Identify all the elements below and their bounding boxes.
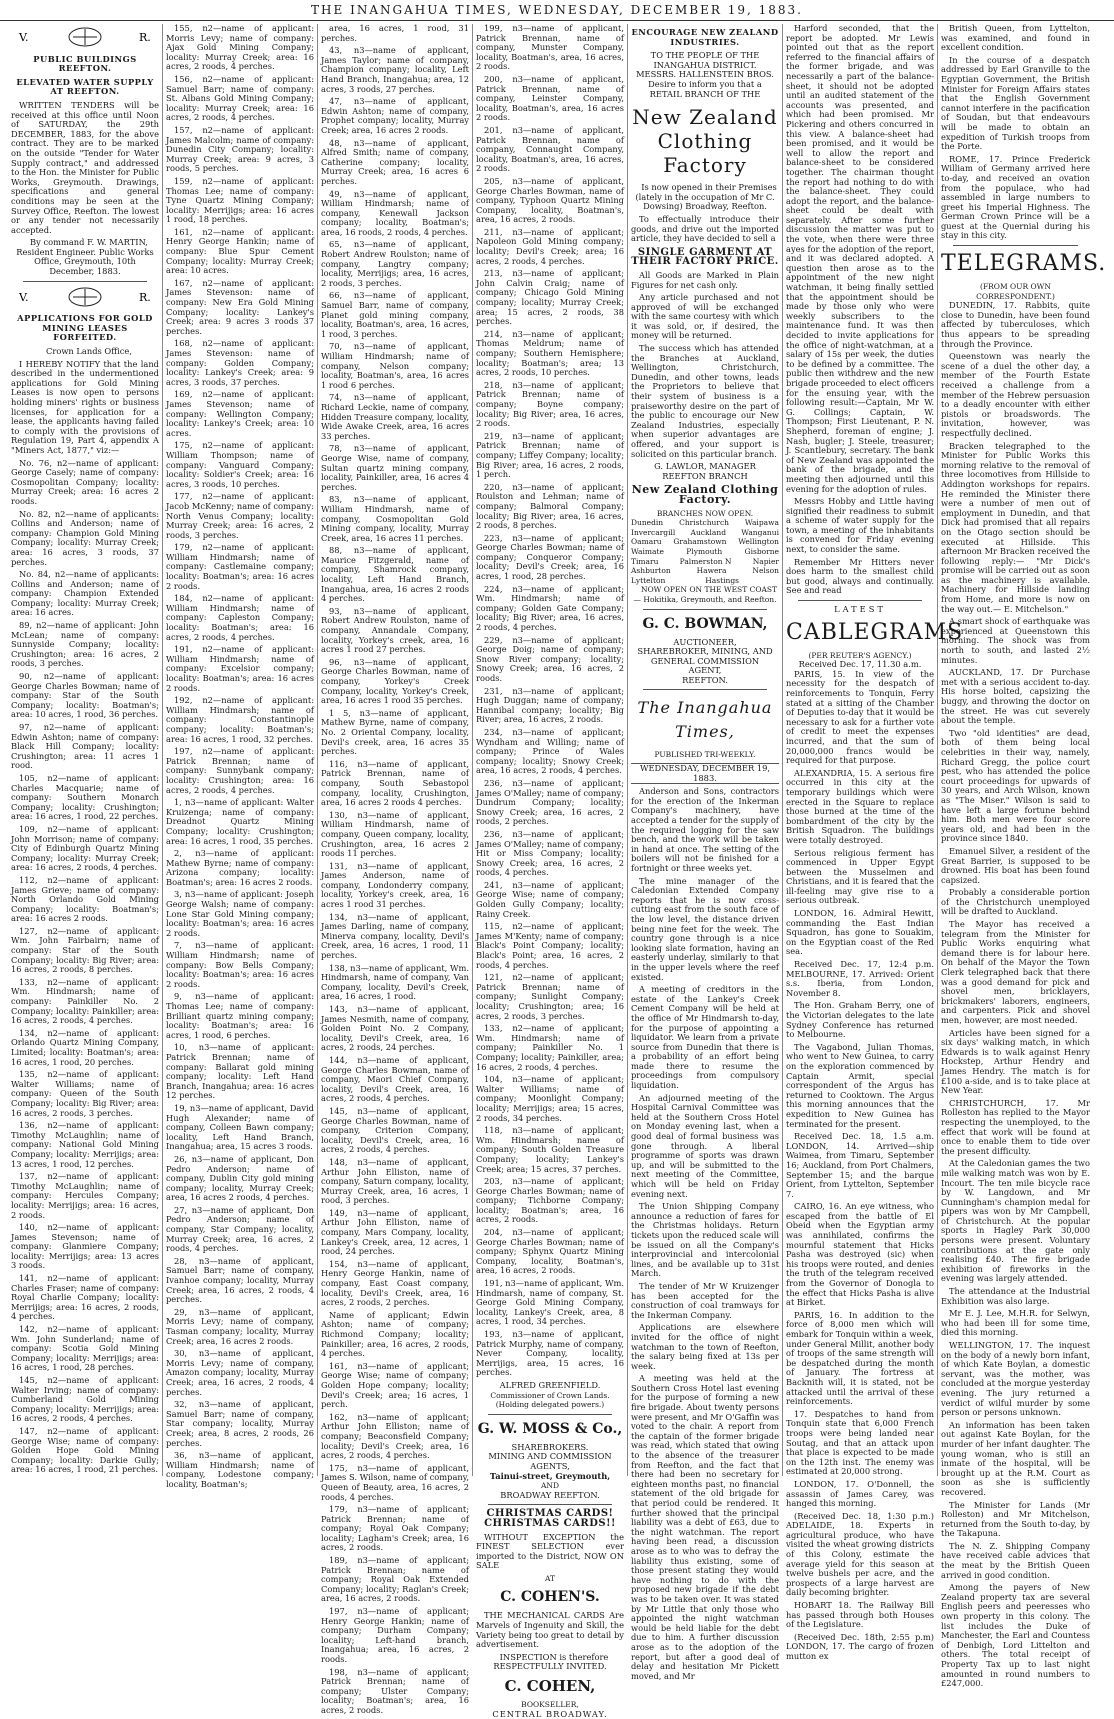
bowman-name: G. C. BOWMAN, xyxy=(642,615,768,632)
cable-item: LONDON, 16. Admiral Hewitt, commanding the East Indian Squadron, has gone to Souakim, on the Egyptian coast of the Red sea. xyxy=(786,908,934,957)
list-item: 3, n3—name of applicant: Joseph George Walsh; name of company: Lone Star Gold Mining company; locality: Boatman's; area: 16 acres 2 roods. xyxy=(166,889,314,938)
telegram-item: The Mayor has received a telegram from the Minister for Public Works enquiring what demand there is for labour here. On behalf of the Mayor the Town Clerk telegraphed back that there was a good demand for pick and shovel men, bricklayers, brickmakers' laborers, engineers, and carpenters. Pick and shovel men, however, are most needed. xyxy=(941,919,1090,1025)
list-item: 66, n3—name of applicant, Samuel Barr, name of company, Planet gold mining company, locality, Boatman's, area, 16 acres, 1 rood, 3 perches. xyxy=(321,290,469,339)
list-item: 83, n3—name of applicant, William Hindmarsh, name of company, Cosmopolitan Gold Mining company, locality, Murray Creek, area, 16 acres 11 perches. xyxy=(321,494,469,543)
paper-subtitle: PUBLISHED TRI-WEEKLY. xyxy=(654,750,756,760)
moss-line-1: SHAREBROKERS. xyxy=(511,1441,589,1452)
nz-signature: G. LAWLOR, MANAGER REEFTON BRANCH xyxy=(654,461,756,481)
cable-item: The Hon. Graham Berry, one of the Victorian delegates to the late Sydney Conference has returned to Melbourne. xyxy=(786,1000,934,1040)
telegram-item: The N. Z. Shipping Company have received cable advices that the meat by the British Queen arrived in good condition. xyxy=(941,1540,1090,1580)
branch-name: Plymouth xyxy=(686,546,723,556)
news-paragraph: An adjourned meeting of the Hospital Carnival Committee was held at the Southern Cross Hotel on Monday evening last, when a good deal of formal business was gone through. A liberal programme of sports was drawn up, and will be submitted to the next meeting of the Committee, which will be held on Friday evening next. xyxy=(631,1092,779,1199)
list-item: 2, n3—name of applicant: Mathew Byrne; name of company: Arizona company; locality: Boatman's; area: 16 acres 2 roods. xyxy=(166,848,314,887)
pwd-subtitle: ELEVATED WATER SUPPLY AT REEFTON. xyxy=(16,76,154,97)
col1-list xyxy=(11,459,159,1475)
list-item: 193, n3—name of applicant, Patrick Murphy, name of company, Never Company, locality, Merrijigs, area, 15 acres, 16 perches. xyxy=(476,1329,624,1378)
list-item: 131, n3—name of applicant, James Anderson, name of company, Londonderry company, locality, Yorkey's creek, area, 16 acres 1 rood 31 perches. xyxy=(321,860,469,910)
news-paragraph: Applications are elsewhere invited for the office of night watchman to the town of Reefton, the salary being fixed at 13s per week. xyxy=(631,1322,779,1371)
list-item: 154, n3—name of applicant, Henry George Hankin, name of company, East Coast company, locality, Devil's Creek, area, 16 acres, 2 roods, 2 perches. xyxy=(321,1258,469,1308)
list-item: 127, n2—name of applicant: Wm. John Fairbairn; name of company: Star of the South Company; locality: Big River; area: 16 acres, 2 roods, 8 perches. xyxy=(11,925,159,975)
nz-to: TO THE PEOPLE OF THE INANGAHUA DISTRICT. xyxy=(650,50,760,70)
list-item: 179, n3—name of applicant; Patrick Brennan; name of company; Royal Oak Company; locality; Lagham's Creek; area, 16 acres, 2 roods. xyxy=(321,1504,469,1553)
news-paragraph: Remember Mr Hitters never does harm to the smallest child but good, always and continually. See and read xyxy=(786,556,934,596)
telegram-item: Bracken telegraphed to the Minister for Public Works this morning relative to the removal of three locomotives from Hillside to Addington workshops for repairs. He reminded the Minister there were a number of men out of employment in Dunedin, and that Dick had promised that all repairs on the Otago section should be executed at Hillside. This afternoon Mr Bracken received the following reply:— "Mr Dick's promise will be carried out as soon as the machinery is available. Machinery for Hillside landing from Home, and more is now on the way out.— E. Mitchelson." xyxy=(941,440,1090,614)
list-item: 168, n2—name of applicant: James Stevenson: name of company: Golden Company; locality: Lankey's Creek; area: 9 acres, 3 roods, 37 perches. xyxy=(166,338,314,387)
list-item: 161, n3—name of applicant; George Wise; name of company; Golden Hope company; locality; Devil's Creek; area; 16 acres, 1 perch. xyxy=(321,1360,469,1410)
cable-item: (Received Dec. 18th, 2:55 p.m) LONDON, 17. The cargo of frozen mutton ex xyxy=(786,1631,934,1661)
xmas-mech: THE MECHANICAL CARDS Are Marvels of Ingenuity and Skill, the Variety being too great to detail by advertisement. xyxy=(476,1610,624,1650)
newspaper-page xyxy=(8,23,1107,1719)
branch-name: Hastings xyxy=(705,575,740,585)
divider xyxy=(798,600,922,601)
list-item: 7, n3—name of applicant: William Hindmarsh; name of company: Bow Bells Company; locality: Boatman's; area: 16 acres 2 roods. xyxy=(166,940,314,989)
list-item: 135, n2—name of applicant: Walter Williams; name of company: Queen of the South Company; locality: Big River; area: 16 acres, 2 roods, 3 perches. xyxy=(11,1069,159,1118)
list-item: 162, n3—name of applicant; Arthur John Elliston; name of company; Beaconsfield Company; locality; Devil's Creek; area, 16 acres, 2 roods, 4 perches. xyxy=(321,1411,469,1461)
telegram-item: WELLINGTON, 17. The inquest on the body of a newly born infant, of which Kate Boylan, a domestic servant, was the mother, was concluded at the morgue yesterday evening. The jury returned a verdict of wilful murder by some person or persons unknown. xyxy=(941,1340,1090,1418)
cable-item: (Received Dec. 18, 1:30 p.m.) ADELAIDE, 18. Experts in agricultural produce, who have visited the wheat growing districts of this Colony, estimate the average yield for this season at twelve bushels per acre, and the prospects of a large harvest are daily becoming brighter. xyxy=(786,1510,934,1598)
news-paragraph: A meeting of creditors in the estate of the Lankey's Creek Cement Company will be held at the office of Mr Hindmarsh to-day, for the purpose of appointing a liquidator. We learn from a private source from Dunedin that there is a probability of an effort being made there to resume the proceedings from compulsory liquidation. xyxy=(631,984,779,1091)
cable-item: ALEXANDRIA, 15. A serious fire occurred in this city at the temporary buildings which were erected in the Square to replace those burned at the time of the bombardment of the city by the British Squadron. The buildings were totally destroyed. xyxy=(786,767,934,845)
moss-line-3: Tainui-street, Greymouth, xyxy=(489,1470,611,1481)
list-item: 30, n3—name of applicant, Morris Levy; name of company, Amazon company; locality, Murray Creek; area, 16 acres, 2 roods, 4 perches. xyxy=(166,1348,314,1397)
divider xyxy=(488,1414,612,1415)
list-item: 148, n3—name of applicant, Arthur John Elliston, name of company, Saturn company, locality, Murray Creek, area, 16 acres, 1 rood, 3 perches. xyxy=(321,1156,469,1206)
list-item: 141, n2—name of applicant: Charles Fraser; name of company: Royal Charlie Company; locality: Merrijigs; area: 16 acres, 2 roods, 4 perches. xyxy=(11,1273,159,1322)
gold-body: I HEREBY NOTIFY that the land described in the undermentioned applications for Gold Mining Leases is now open to persons holding miners' rights or business licenses, for application for a lease, the applicants having failed to comply with the provisions of Regulation 19, Part 4, appendix A "Miners Act, 1877," viz:— xyxy=(11,358,159,455)
nz-p5: The success which has attended the Branches at Auckland, Wellington, Christchurch, Dunedin, and other towns, leads the Proprietors to believe that their system of business is a praiseworthy desire on the part of the public to encourage our New Zealand Industries, especially when superior advantages are offered, and your support is solicited on this particular branch. xyxy=(631,343,779,459)
divider xyxy=(23,281,147,282)
nz-p4: Any article purchased and not approved of will be exchanged with the same courtesy with which it was sold, or, if desired, the money will be returned. xyxy=(631,292,779,341)
list-item: 115, n2—name of applicant; James M'Kenty; name of company; Black's Point Company; locality; Black's Point; area, 16 acres, 2 roods, 4 perches. xyxy=(476,921,624,970)
branch-name: Auckland xyxy=(690,527,727,537)
list-item: 1 5, n3—name of applicant, Mathew Byrne, name of company, No. 2 Oriental Company, locality, Devil's creek, area, 16 acres 35 perches. xyxy=(321,707,469,757)
bowman-line-3: GENERAL COMMISSION xyxy=(650,655,760,666)
pwd-title: PUBLIC BUILDINGS REEFTON. xyxy=(33,53,137,74)
nz-west: NOW OPEN ON THE WEST COAST— Hokitika, Greymouth, and Reefton. xyxy=(633,585,778,604)
branch-name: Dunedin xyxy=(631,518,664,528)
telegram-item: Queenstown was nearly the scene of a duel the other day, a member of the Fourth Estate received a challenge from a member of the Hebrew persuasion to a deadly encounter with either pistols or broadswords. The invitation, however, was respectfully declined. xyxy=(941,351,1090,438)
cohen-address: CENTRAL BROADWAY. xyxy=(492,1708,608,1719)
pwd-signature: By command F. W. MARTIN, Resident Engineer. Public Works Office, Greymouth, 10th December, 1883. xyxy=(16,237,154,277)
branch-name: Lyttelton xyxy=(631,575,666,585)
list-item: 32, n3—name of applicant, Samuel Barr; name of company, Star company; locality, Murray Creek; area, 8 acres, 2 roods, 26 perches. xyxy=(166,1399,314,1448)
list-item: 214, n3—name of applicant; Thomas Meldrum; name of company; Southern Hemisphere; locality; Boatman's; area; 13 acres, 2 roods, 10 perches. xyxy=(476,328,624,378)
list-item: 74, n3—name of applicant, Richard Leckie, name of company, Hidden Treasure company, locality, Wide Awake Creek, area, 16 acres 33 perches. xyxy=(321,392,469,441)
column-3 xyxy=(318,23,473,1715)
nz-firm: MESSRS. HALLENSTEIN BROS. Desire to inform you that a RETAIL BRANCH OF THE xyxy=(636,69,774,99)
xmas-insp: INSPECTION is therefore RESPECTFULLY INVITED. xyxy=(493,1651,609,1672)
list-item: 220, n3—name of applicant; Roulston and Lehman; name of company; Balmoral Company; locality; Big River; area, 16 acres, 2 roods, 8 perches. xyxy=(476,481,624,531)
list-item: 161, n2—name of applicant: Henry George Hankin; name of company: Blue Spur Cement Company; locality: Murray Creek; area: 10 acres. xyxy=(166,226,314,276)
cable-item: LONDON, 17. O'Donnell, the assassin of James Carey, was hanged this morning. xyxy=(786,1478,934,1509)
list-item: 26, n3—name of applicant, Don Pedro Anderson; name of company, Dublin City gold mining company; locality, Murray Creek; area, 16 acres 2 roods, 4 perches. xyxy=(166,1153,314,1203)
list-item: 223, n3—name of applicant; George Charles Bowman; name of company; Conqueror Company; locality; Devil's Creek; area, 16 acres, 1 rood, 28 perches. xyxy=(476,532,624,582)
royal-crest-icon xyxy=(11,26,159,51)
list-item: 155, n2—name of applicant: Morris Levy; name of company: Ajax Gold Mining Company; locality: Murray Creek; area: 16 acres, 2 roods, 4 perches. xyxy=(166,23,314,72)
list-item: 136, n2—name of applicant: Timothy McLaughlin; name of company: National Gold Mining Company; locality: Merrijigs; area: 13 acres, 1 rood, 12 perches. xyxy=(11,1120,159,1169)
list-item: 19, n3—name of applicant, David Hugh Alexander; name of company, Colleen Bawn company; locality, Left Hand Branch, Inangahua; area, 15 acres 3 roods. xyxy=(166,1102,314,1152)
cable-item: PARIS, 15. In view of the necessity for the despatch of reinforcements to Tonquin, Ferry stated at a sitting of the Chamber of Deputies to-day that it would be necessary to ask for a further vote of credit to meet the expenses incurred, and that the sum of 20,000,000 francs would be required for that purpose. xyxy=(786,668,934,766)
list-item: 145, n2—name of applicant: Walter Irving; name of company: Cumberland Gold Mining Company; locality: Merrijigs; area: 16 acres, 2 roods, 4 perches. xyxy=(11,1375,159,1424)
list-item: 236, n3—name of applicant; James O'Malley; name of company; Hit or Miss Company; locality; Snowy Creek; area, 16 acres, 2 roods, 4 perches. xyxy=(476,828,624,878)
telegram-item: A smart shock of earthquake was experienced at Queenstown this morning. The shock was from north to south, and lasted 2½ minutes. xyxy=(941,616,1090,665)
telegram-item: At the Caledonian games the two mile walking match was won by E. Incourt. The ten mile bicycle race by W. Langdown, and Mr Cunningham's champion medal for pipers was won by Mr Campbell, of Christchurch. At the popular sports in Hagley Park 30,000 persons were present. Voluntary contributions at the gate only realising £40. The fire brigade exhibition of fireworks in the evening was largely attended. xyxy=(941,1158,1090,1284)
nz-branches-row xyxy=(631,518,779,528)
xmas-at: AT xyxy=(544,1573,555,1583)
list-item: 234, n3—name of applicant; Wyndham and Willing; name of company; Prince of Wales company; locality; Snowy Creek; area, 16 acres, 2 roods, 4 perches. xyxy=(476,726,624,776)
list-item: 224, n3—name of applicant; Wm. Hindmarsh; name of company; Golden Gate Company; locality; Big River; area, 16 acres, 2 roods, 4 perches. xyxy=(476,583,624,633)
telegrams-title: TELEGRAMS. xyxy=(941,251,1107,277)
branch-name: Hawera xyxy=(696,566,727,576)
news-paragraph: The mine manager of the Caledonian Extended Company reports that he is now cross-cutting east from the south face of the low level, the distance driven being nine feet for the week. The country gone through is a nice looking slate formation, having an easterly underlay, similarly to that in the upper levels where the reef existed. xyxy=(631,875,779,982)
cohen-sub: BOOKSELLER, xyxy=(521,1700,579,1710)
divider xyxy=(643,689,767,690)
list-item: 140, n2—name of applicant: James Stevenson; name of company: Glanmiere Company; locality: Merrijigs; area: 13 acres 3 roods. xyxy=(11,1222,159,1271)
list-item: 142, n2—name of applicant: Wm. John Sunderland; name of company: Scotia Gold Mining Company; locality: Merrijigs; area: 16 acres, 1 rood, 28 perches. xyxy=(11,1324,159,1373)
list-item: 201, n3—name of applicant, Patrick Brennan, name of company, Connaught Company, locality, Boatman's, area, 16 acres, 2 roods. xyxy=(476,124,624,174)
news-paragraph: The tender of Mr W Kruizenger has been accepted for the construction of coal tramways for the Inkerman Company. xyxy=(631,1280,779,1320)
svg-text:R.: R. xyxy=(139,290,151,304)
cable-item: CAIRO, 16. An eye witness, who escaped from the battle of El Obeid when the Egyptian army was annihilated, confirms the mournful statement that Hicks Pasha was destroyed (sic) when his troops were routed, and denies the truth of the telegram received from the Governor of Donogla to the effect that Hicks Pasha is alive at Birket. xyxy=(786,1201,934,1308)
cohen-heading-1: C. COHEN'S. xyxy=(500,1589,600,1606)
news-paragraph: The Union Shipping Company announce a reduction of fares for the Christmas holidays. Return tickets upon the reduced scale will be issued on all the Company's interprovincial and intercolonial lines, and be available up to 31st March. xyxy=(631,1201,779,1279)
pwd-body: WRITTEN TENDERS will be received at this office until Noon of SATURDAY, the 29th DECEMBER, 1883, for the above contract. They are to be marked on the outside "Tender for Water Supply contract," and addressed to the Hon. the Minister for Public Works, Greymouth. Drawings, specifications and general conditions may be seen at the Survey Office, Reefton. The lowest or any tender not necessarily accepted. xyxy=(11,99,159,235)
list-item: 130, n3—name of applicant, William Hindmarsh, name of company, Queen company, locality, Crushington, area, 16 acres 2 roods 11 perches. xyxy=(321,809,469,859)
nz-branches-row xyxy=(631,528,779,538)
nz-p2: To effectually introduce their goods, and drive out the imported article, they have decided to sell a xyxy=(631,213,779,244)
nz-branches-row xyxy=(631,557,779,567)
divider xyxy=(488,1504,612,1505)
list-item: 200, n3—name of applicant, Patrick Brennan, name of company, Leinster Company, locality, Boatman's, area, 16 acres 2 roods. xyxy=(476,73,624,123)
list-item: 133, n2—name of applicant: Wm. Hindmarsh; name of company: Painkiller No. 2 Company; locality: Painkiller; area: 16 acres, 2 roods, 4 perches. xyxy=(11,976,159,1026)
cables-received: Received Dec. 17, 11.30 a.m. xyxy=(798,659,922,670)
telegram-item: An information has been taken out against Kate Boylan, for the murder of her infant daughter. The young woman, who is still an inmate of the hospital, will be brought up at the R.M. Court as soon as she is sufficiently recovered. xyxy=(941,1419,1090,1497)
branch-name: Ashburton xyxy=(631,566,671,576)
list-item: 133, n2—name of applicant; Wm. Hindmarsh; name of company; Painkiller No. 1 Company; locality; Painkiller, area; 16 acres, 2 roods, 4 perches. xyxy=(476,1023,624,1072)
nz-factory-title-2: New Zealand Clothing Factory. xyxy=(631,483,779,506)
telegram-item: Among the payers of New Zealand property tax are several English peers and peeresses who own property in this colony. The list includes the Duke of Manchester, the Earl and Countess of Denbigh, Lord Littelton and others. The total receipt of Property Tax up to last night amounted in round numbers to £247,000. xyxy=(941,1582,1090,1689)
branch-name: Grahamstown xyxy=(673,537,727,547)
list-item: 198, n3—name of applicant; Patrick Brennan; name of company; Ulster Company; locality; Boatman's; area, 16 acres, 2 roods. xyxy=(321,1666,469,1715)
telegram-item: The Minister for Lands (Mr Rolleston) and Mr Mitchelson, returned from the South to-day, by the Takapuna. xyxy=(941,1499,1090,1539)
nz-p3: All Goods are Marked in Plain Figures for net cash only. xyxy=(631,269,779,290)
branch-name: Timaru xyxy=(631,556,659,566)
nz-single: SINGLE GARMENT AT THEIR FACTORY PRICE. xyxy=(631,246,779,268)
list-item: No. 84, n2—name of applicants: Collins and Anderson; name of company: Champion Extended Company; locality: Murray Creek; area: 16 acres. xyxy=(11,569,159,618)
column-7 xyxy=(938,23,1107,1689)
column-2 xyxy=(163,23,318,1489)
bowman-line-2: SHAREBROKER, MINING, AND xyxy=(637,646,773,657)
news-paragraph: Harford seconded, that the report be adopted. Mr Lewis pointed out that as the report referred to the financial affairs of the former brigade, and was necessarily a part of the balance-sheet, it should not be adopted until an audited statement of the accounts was presented, and which had been promised. Mr Pickering and others concurred in this view. A balance-sheet had been promised, and it would be well to allow the report and balance-sheet to be considered together. The chairman thought the report had nothing to do with the balance-sheet. They could adopt the report, and the balance-sheet could be dealt with separately. After some further discussion the matter was put to the vote, when there were three ayes for the adoption of the report, and it was declared adopted. A question then arose as to the appointment of the new night watchman, it being finally settled that the appointment should be made by those only who were weekly subscribers to the maintenance fund. It was then decided to invite applications for the office of night-watchman, at a salary of 15s per week, the duties to be defined by a committee. The public then withdrew and the new brigade proceeded to elect officers for the ensuing year, with the following result:—Captain, Mr W. G. Collings; Captain, W. Thompson; First Lieutenant, P. N. Shepherd, foreman of engine; J. Nash, bugler; J. Steele, treasurer; J. Scantlebury, secretary. The bank of New Zealand was appointed the bank of the brigade, and the meeting then adjourned until this evening for the adoption of rules. xyxy=(786,23,934,494)
branch-name: Wellington xyxy=(738,537,779,547)
list-item: 191, n2—name of applicant: William Hindmarsh; name of company: Excelsior company; locality: Boatman's; area: 16 acres 2 roods. xyxy=(166,644,314,693)
branch-name: Christchurch xyxy=(679,518,729,528)
list-item: 48, n3—name of applicant, Alfred Smith; name of company, Catherine company; locality, Murray Creek; area, 16 acres 6 perches. xyxy=(321,137,469,186)
list-item: 97, n2—name of applicant: Edwin Ashton; name of company: Black Hill Company; locality: Crushington; area: 11 acres 1 rood. xyxy=(11,722,159,771)
paper-date: WEDNESDAY, DECEMBER 19, 1883. xyxy=(631,763,779,784)
xmas-body: WITHOUT EXCEPTION the FINEST SELECTION ever imported to the District, NOW ON SALE xyxy=(476,1531,624,1571)
list-item: 175, n2—name of applicant: William Thompson; name of company: Vanguard Company; locality: Soldier's Creek; area: 16 acres, 3 roods, 10 perches. xyxy=(166,440,314,489)
list-item: No. 82, n2—name of applicants: Collins and Anderson; name of company: Champion Gold Mining Company; locality: Murray Creek; area: 16 acres, 3 roods, 37 perches. xyxy=(11,508,159,567)
list-item: 147, n2—name of applicant: George Wise; name of company: Golden Hope Gold Mining Company; locality: Darkie Gully; area: 16 acres, 1 rood, 21 perches. xyxy=(11,1425,159,1475)
telegram-item: Two "old identities" are dead, both of them being local celebrities in their way, namely, Richard Gregg, the police court pest, who has attended the police court proceedings for upwards of 30 years, and Arch Wilson, known as "The Miser." Wilson is said to have left a large fortune behind him. Both men were four score years old, and had been in the province since 1840. xyxy=(941,727,1090,844)
svg-text:V.: V. xyxy=(19,31,29,44)
list-item: 137, n2—name of applicant: Timothy McLaughlin; name of company: Hercules Company; locality: Merrijigs; area: 16 acres, 2 roods. xyxy=(11,1171,159,1220)
list-item: 197, n3—name of applicant; Henry George Hankin; name of company; Durham Company; locality; Left-hand branch, Inangahua; area, 16 acres, 2 roods. xyxy=(321,1606,469,1664)
commissioner-note: (Holding delegated powers.) xyxy=(495,1400,605,1410)
list-item: 27, n3—name of applicant, Don Pedro Anderson; name of company, Star Company; locality, Murray Creek; area, 16 acres, 2 roods, 4 perches. xyxy=(166,1204,314,1254)
list-item: 90, n2—name of applicant: George Charles Bowman; name of company: Star of the South Company; locality: Boatman's; area: 10 acres, 1 rood, 36 perches. xyxy=(11,671,159,720)
list-item: 78, n3—name of applicant, George Wise, name of company, Sultan quartz mining company, locality, Painkiller, area, 16 acres 4 perches. xyxy=(321,443,469,492)
branch-name: Wanganui xyxy=(741,527,779,537)
nz-heading: ENCOURAGE NEW ZEALAND INDUSTRIES. xyxy=(631,27,779,47)
list-item: 192, n2—name of applicant: William Hindmarsh; name of company: Constantinople company; locality: Boatman's; area: 16 acres, 1 rood, 32 perches. xyxy=(166,695,314,744)
list-item: 218, n3—name of applicant; Patrick Brennan; name of company; Boyne company; locality; Big River; area, 16 acres, 2 roods. xyxy=(476,379,624,429)
branch-name: Invercargill xyxy=(631,527,676,537)
cables-agency: (PER REUTER'S AGENCY.) xyxy=(808,650,912,660)
list-item: 89, n2—name of applicant: John McLean; name of company: Sunnyside Company; locality: Crushington; area: 16 acres, 2 roods, 3 perches. xyxy=(11,620,159,669)
column-6 xyxy=(783,23,964,1661)
list-item: 70, n3—name of applicant, William Hindmarsh; name of company, Nelson company; locality, Boatman's, area, 16 acres 1 rood 6 perches. xyxy=(321,341,469,390)
divider xyxy=(643,609,767,610)
branch-name: Nelson xyxy=(752,566,779,576)
list-item: 9, n3—name of applicant: Thomas Lee; name of company: Brilliant quartz mining company; locality: Boatman's; area: 16 acres, 1 rood, 6 perches. xyxy=(166,991,314,1040)
list-item: 104, n3—name of applicant; Walter Williams; name of company; Moonlight Company; locality; Merrijigs; area; 15 acres, 2 roods, 34 perches. xyxy=(476,1074,624,1123)
list-item: 88, n3—name of applicant, Maurice Fitzgerald, name of company, Shamrock company, locality, Left Hand Branch, Inangahua, area, 16 acres 2 roods 4 perches. xyxy=(321,545,469,604)
telegram-item: Articles have been signed for a six days' walking match, in which Edwards is to walk against Henry Hockstep, Arthur Hendry and James Hendry. The match is for £100 a-side, and is to take place at New Year. xyxy=(941,1027,1090,1096)
branch-name: Waipawa xyxy=(744,518,779,528)
list-item: 36, n3—name of applicant, William Hindmarsh; name of company, Lodestone company; locality, Boatman's; xyxy=(166,1450,314,1489)
telegram-item: CHRISTCHURCH, 17. Mr Rolleston has replied to the Mayor respecting the unemployed, to the effect that work will be found at once to enable them to tide over the present difficulty. xyxy=(941,1097,1090,1156)
telegram-item: Mr E. J. Lee, M.H.R. for Selwyn, who had been ill for some time, died this morning. xyxy=(941,1308,1090,1338)
news-paragraph: British Queen, from Lyttelton, was examined, and found in excellent condition. xyxy=(941,23,1090,53)
list-item: 96, n3—name of applicant, George Charles Bowman, name of company, Yorkey's Creek Company, locality, Yorkey's Creek, area, 16 acres 1 rood 35 perches. xyxy=(321,656,469,706)
list-item: 203, n3—name of applicant; George Charles Bowman; name of company; Tichborne Company; locality; Boatman's; area, 16 acres, 2 roods. xyxy=(476,1176,624,1225)
xmas-title: CHRISTMAS CARDS! CHRISTMAS CARDS!! xyxy=(484,1508,616,1529)
news-paragraph: ROME, 17. Prince Frederick William of Germany arrived here to-day, and received an ovation from the populace, who had assembled in large numbers to greet his Imperial Highness. The German Crown Prince will be a guest at the Quernial during his stay in this city. xyxy=(941,153,1090,241)
cable-item: Received Dec. 18, 1.5 a.m. LONDON, 14. Arrived—ship Waimea, from Timaru, September 16; Auckland, from Port Chalmers, September 15; and the barque Orient, from Lyttelton, September 7. xyxy=(786,1131,934,1199)
cables-title: CABLEGRAMS xyxy=(786,619,964,645)
branch-name: Oamaru xyxy=(631,537,662,547)
list-item: 169, n2—name of applicant: James Stevenson; name of company: Wellington Company; locality: Lankey's Creek; area: 10 acres. xyxy=(166,389,314,438)
nz-branches-row xyxy=(631,537,779,547)
list-item: 65, n3—name of applicant, Robert Andrew Roulston; name of company, Langtry company; locality, Merrijigs; area, 16 acres, 2 roods, 3 perches. xyxy=(321,239,469,288)
list-item: 205, n3—name of applicant, George Charles Bowman, name of company, Typhoon Quartz Mining Company, locality, Boatman's, area, 16 acres, 2 roods. xyxy=(476,175,624,225)
list-item: 184, n2—name of applicant: William Hindmarsh; name of company: Capleston Company; locality: Boatman's; area: 16 acres, 2 roods, 4 perches. xyxy=(166,593,314,642)
column-4 xyxy=(473,23,628,1719)
list-item: 156, n2—name of applicant: Samuel Barr; name of company: St. Albans Gold Mining Company; locality: Murray Creek; area: 16 acres, 2 roods, 4 perches. xyxy=(166,73,314,123)
list-item: No. 76, n2—name of applicant: George Casely; name of company: Cosmopolitan Company; locality: Murray Creek; area: 16 acres 2 roods. xyxy=(11,457,159,506)
list-item: 143, n3—name of applicant, James Nesmith, name of company, Golden Point No. 2 Company, locality, Devil's Creek, area, 16 acres, 2 roods, 24 perches. xyxy=(321,1004,469,1053)
list-item: 138, n3—name of applicant, Wm. Hindmarsh, name of company, Van Company, locality, Devil's Creek, area, 16 acres, 1 rood. xyxy=(321,962,469,1002)
list-item: 204, n3—name of applicant; George Charles Bowman; name of company; Sphynx Quartz Mining Company, locality, Boatman's, area, 16 acres, 2 roods. xyxy=(476,1227,624,1276)
bowman-line-5: REEFTON. xyxy=(682,674,728,685)
list-item: 144, n3—name of applicant, George Charles Bowman, name of company, Maori Chief Company, locality, Devil's Creek, area, 16 acres, 2 roods, 4 perches. xyxy=(321,1054,469,1104)
svg-text:V.: V. xyxy=(19,290,29,304)
list-item: 213, n3—name of applicant; John Calvin Craig; name of company; Chicago Gold Mining company; locality; Murray Creek; area; 15 acres, 2 roods, 38 perches. xyxy=(476,268,624,327)
list-item: 191, n3—name of applicant, Wm. Hindmarsh, name of company, St. George Gold Mining Company, locality, Lankey's Creek, area, 8 acres, 1 rood, 34 perches. xyxy=(476,1278,624,1327)
list-item: 219, n3—name of applicant; Patrick Brennan; name of company; Liffey Company; locality; Big River; area, 16 acres, 2 roods, 1 perch. xyxy=(476,430,624,480)
news-paragraph: Messrs Hobby and Little having signified their readiness to submit a scheme of water supply for the town, a meeting of the inhabitants is convened for Friday evening next, to consider the same. xyxy=(786,496,934,555)
bowman-line-1: AUCTIONEER, xyxy=(673,636,737,647)
list-item: 189, n3—name of applicant; Patrick Brennan; name of company; Royal Oak Extended Company; locality; Raglan's Creek; area, 16 acres, 2 roods. xyxy=(321,1555,469,1604)
royal-crest-icon-2 xyxy=(11,286,159,311)
list-item: 236, n3—name of applicant; James O'Malley; name of company; Dundrum Company; locality; Snowy Creek; area, 16 acres, 2 roods, 2 perches. xyxy=(476,777,624,827)
list-item: 199, n3—name of applicant, Patrick Brennan, name of company, Munster Company, locality, Boatman's, area, 16 acres, 2 roods. xyxy=(476,23,624,72)
telegram-item: The attendance at the Industrial Exhibition was also large. xyxy=(941,1286,1090,1306)
news-paragraph: Anderson and Sons, contractors for the erection of the Inkerman Company's machinery, have accepted a tender for the supply of the required logging for the saw bench, and the work will be taken in hand at once. The setting of the boilers will not be finished for a fortnight or three weeks yet. xyxy=(631,786,779,873)
list-item: 177, n2—name of applicant: Jacob McKenny; name of company: North Venus Company; locality: Murray Creek; area: 16 acres, 2 roods, 3 perches. xyxy=(166,491,314,540)
list-item: 116, n3—name of applicant, Patrick Brennan, name of company, South Sebastopol company, locality, Crushington, area, 16 acres 2 roods 4 perches. xyxy=(321,758,469,808)
svg-text:R.: R. xyxy=(139,31,151,44)
branch-name: Waimate xyxy=(631,546,664,556)
list-item: 175, n3—name of applicant, James S. Wilson, name of company, Queen of Beauty, area, 16 acres, 2 roods, 4 perches. xyxy=(321,1462,469,1502)
list-item: 43, n3—name of applicant, James Taylor; name of company, Champion company; locality, Left Hand Branch, Inangahua; area, 12 acres, 3 roods, 27 perches. xyxy=(321,45,469,94)
cables-latest: LATEST xyxy=(834,604,886,615)
list-item: 28, n3—name of applicant, Samuel Barr; name of company, Ivanhoe company; locality, Murray Creek; area, 16 acres, 2 roods, 4 perches. xyxy=(166,1255,314,1305)
gold-title: APPLICATIONS FOR GOLD MINING LEASES FORFEITED. xyxy=(17,313,153,343)
cable-item: PARIS, 16. In addition to the force of 8,000 men which will embark for Tonquin within a week, under General Millit, another body of troops of the same strength will be despatched during the month of January. The fortress at Backnith will, it is stated, not be attacked until the arrival of these reinforcements. xyxy=(786,1309,934,1407)
list-item: 134, n2—name of applicant: Orlando Quartz Mining Company, Limited; locality: Boatman's; area: 16 acres, 1 rood, 20 perches. xyxy=(11,1027,159,1067)
nz-branches-row xyxy=(631,576,779,586)
masthead: THE INANGAHUA TIMES, WEDNESDAY, DECEMBER 19, 1883. xyxy=(0,0,1114,21)
nz-p1: Is now opened in their Premises (lately in the occupation of Mr C. Dowsing) Broadway, Reefton. xyxy=(635,182,777,212)
list-item: 211, n3—name of applicant; Napoleon Gold Mining company; locality; Devil's Creek; area; 16 acres, 2 roods, 4 perches. xyxy=(476,226,624,266)
telegrams-sub: (FROM OUR OWN CORRESPONDENT.) xyxy=(976,282,1055,301)
cable-item: Received Dec. 17, 12:4 p.m. MELBOURNE, 17. Arrived: Orient s.s. Iberia, from London, November 8. xyxy=(786,959,934,998)
column-5 xyxy=(628,24,783,1681)
branch-name: Gisborne xyxy=(744,546,779,556)
list-item: 47, n3—name of applicant, Edwin Ashton; name of company, Prophet company; locality, Murray Creek; area, 16 acres 2 roods. xyxy=(321,96,469,135)
list-item: 1, n3—name of applicant: Walter Kruizenga; name of company: Dreadnot Quartz Mining Company; locality: Crushington; area: 16 acres, 1 rood, 35 perches. xyxy=(166,797,314,846)
cohen-heading-2: C. COHEN, xyxy=(504,1677,596,1696)
commissioner-title: Commissioner of Crown Lands. xyxy=(490,1390,610,1400)
news-paragraph: A meeting was held at the Southern Cross Hotel last evening for the purpose of forming a new fire brigade. About twenty persons were present, and Mr O'Gaffin was voted to the chair. A report from the captain of the former brigade was read, which stated that owing to the absence of the treasurer from Reefton, and the fact that there had been no secretary for eighteen months past, no financial statement of the old brigade for that period could be rendered. It further showed that the principal liability was a debt of £63, due to the night watchman. The report having been read, a discussion arose as to who was to defray the liability thus existing, some of those present stating they would have nothing to do with the proposed new brigade if the debt was to be taken over. It was stated by Mr Little that only those who appointed the night watchman would be held liable for the debt due to him. A further discussion arose as to the adoption of the report, but after a good deal of delay and hesitation Mr Pickett moved, and Mr xyxy=(631,1373,779,1681)
moss-line-4: AND xyxy=(541,1481,559,1491)
list-item: area, 16 acres, 1 rood, 31 perches. xyxy=(321,23,469,43)
cable-item: The Vagabond, Julian Thomas, who went to New Guinea, to carry on the exploration commenced by Captain Armit, special correspondent of the Argus has returned to Cooktown. The Argus this morning announces that the expedition to New Guinea has terminated for the present. xyxy=(786,1041,934,1129)
list-item: 157, n2—name of applicant: James Malcolm; name of company: Dunedin City Company; locality: Murray Creek; area: 9 acres, 3 roods, 5 perches. xyxy=(166,124,314,174)
list-item: 149, n3—name of applicant, Arthur John Elliston, name of company, Mars Company, locality, Lankey's Creek, area, 12 acres, 1 rood, 24 perches. xyxy=(321,1207,469,1257)
telegram-item: AUCKLAND, 17. Dr Purchase met with a serious accident to-day. His horse bolted, capsizing the buggy, and throwing the doctor on the street. He was cut severely about the temple. xyxy=(941,667,1090,726)
column-1 xyxy=(8,24,163,1476)
divider xyxy=(953,245,1078,246)
list-item: 179, n2—name of applicant: William Hindmarsh; name of company: Castlemaine company; locality: Boatman's; area: 16 acres 2 roods. xyxy=(166,542,314,591)
list-item: 134, n3—name of applicant, James Darling, name of company, Minerva company, locality, Devil's Creek, area, 16 acres, 1 rood, 11 perches. xyxy=(321,911,469,961)
branch-name: Palmerston N xyxy=(679,556,732,566)
news-paragraph: In the course of a despatch addressed by Earl Granville to the Egyptian Government, the British Minister for Foreign Affairs states that the English Government cannot interfere in the pacification of Soudan, but that endeavours will be made to obtain an expedition of Turkish troops from the Porte. xyxy=(941,54,1090,152)
list-item: 109, n2—name of applicant: John Morrison; name of company: City of Edinburgh Quartz Mining Company; locality: Murray Creek; area: 16 acres, 2 roods, 4 perches. xyxy=(11,823,159,873)
list-item: 112, n2—name of applicant: James Grieve; name of company: North Orlando Gold Mining Company; locality: Boatman's; area: 16 acres 2 roods. xyxy=(11,874,159,924)
cable-item: 17. Despatches to hand from Tonquin state that 6,000 French troops were being landed near Soutag, and that an attack upon that place is expected to be made on the 12th inst. The enemy was estimated at 20,000 strong. xyxy=(786,1408,934,1477)
list-item: 29, n3—name of applicant, Morris Levy; name of company, Tasman company; locality, Murray Creek; area, 16 acres 2 roods. xyxy=(166,1306,314,1346)
commissioner-name: ALFRED GREENFIELD. xyxy=(499,1379,601,1390)
list-item: 93, n3—name of applicant, Robert Andrew Roulston, name of company, Annandale Company, locality, Yorkey's creek, area, 16 acres 1 rood 27 perches. xyxy=(321,605,469,655)
cable-item: HOBART 18. The Railway Bill has passed through both Houses of the Legislature. xyxy=(786,1600,934,1630)
list-item: 105, n2—name of applicant: Charles Macquarie; name of company: Southern Monarch Company; locality: Crushington; area: 16 acres, 1 rood, 22 perches. xyxy=(11,772,159,822)
list-item: 167, n2—name of applicant: James Stevenson: name of company: New Era Gold Mining Company; locality: Lankey's Creek; area: 9 acres 3 roods 37 perches. xyxy=(166,277,314,336)
telegram-item: Emanuel Silver, a resident of the Great Barrier, is supposed to be drowned. His boat has been found capsized. xyxy=(941,845,1090,885)
list-item: 241, n3—name of applicant; George Wise; name of company; Golden Gully Company; locality; Rainy Creek. xyxy=(476,879,624,919)
list-item: 159, n2—name of applicant: Thomas Lee; name of company: Tyne Quartz Mining Company; locality: Merrijigs; area: 16 acres 1 rood, 18 perches. xyxy=(166,175,314,225)
moss-line-5: BROADWAY REEFTON. xyxy=(500,1489,600,1500)
list-item: 197, n2—name of applicant: Patrick Brennan; name of company: Sunnybank company; locality: Crushington; area: 16 acres, 2 roods, 4 perches. xyxy=(166,746,314,795)
list-item: 231, n3—name of applicant; Hugh Duggan; name of company; Hannibal company; locality; Big River; area, 16 acres, 2 roods. xyxy=(476,685,624,725)
telegram-item: Probably a considerable portion of the Christchurch unemployed will be drafted to Auckland. xyxy=(941,887,1090,917)
moss-name: G. W. MOSS & Co., xyxy=(477,1420,623,1437)
nz-factory-title: New Zealand Clothing Factory xyxy=(632,105,778,178)
bowman-line-4: AGENT, xyxy=(688,665,722,676)
list-item: 229, n3—name of applicant; George Doig; name of company; Snow River company; locality; Snowy Creek; area, 16 acres, 2 roods. xyxy=(476,634,624,683)
gold-office: Crown Lands Office, xyxy=(46,346,132,357)
nz-branches-heading: BRANCHES NOW OPEN. xyxy=(656,508,754,518)
branch-name: Napier xyxy=(752,556,779,566)
list-item: 10, n3—name of applicant: Patrick Brennan; name of company: Ballarat gold mining company; locality: Left Hand Branch, Inangahua; area: 16 acres 12 perches. xyxy=(166,1042,314,1101)
list-item: 121, n2—name of applicant; Patrick Brennan; name of company; Sunlight Company; locality; Crushington; area; 16 acres, 2 roods, 3 perches. xyxy=(476,972,624,1021)
paper-title: The Inangahua Times, xyxy=(637,698,773,742)
list-item: Name of applicant; Edwin Ashton; name of company; Richmond Company; locality; Painkiller; area, 16 acres, 2 roods, 4 perches. xyxy=(321,1309,469,1359)
telegram-item: DUNEDIN, 17. Rabbits, quite close to Dunedin, have been found affected by tuberculoses, which thus appears to be spreading through the Province. xyxy=(941,300,1090,349)
list-item: 49, n3—name of applicant, William Hindmarsh; name of company, Kenewall Jackson company; locality, Boatman's; area, 16 roods, 2 roods, 4 perches. xyxy=(321,188,469,237)
list-item: 145, n3—name of applicant, George Charles Bowman, name of company, Criterion Company, locality, Devil's Creek, area, 16 acres, 2 roods, 4 perches. xyxy=(321,1105,469,1155)
cable-item: Serious religious ferment has commenced in Upper Egypt between the Musselmen and Christians, and it is feared that the ill-feeling may give rise to a serious outbreak. xyxy=(786,847,934,906)
nz-branches-row xyxy=(631,547,779,557)
list-item: 118, n3—name of applicant; Wm. Hindmarsh; name of company; South Golden Treasure Company; locality; Lankey's Creek; area; 15 acres, 37 perches. xyxy=(476,1125,624,1174)
nz-branches-row xyxy=(631,566,779,576)
moss-line-2: MINING AND COMMISSION AGENTS, xyxy=(488,1451,612,1471)
